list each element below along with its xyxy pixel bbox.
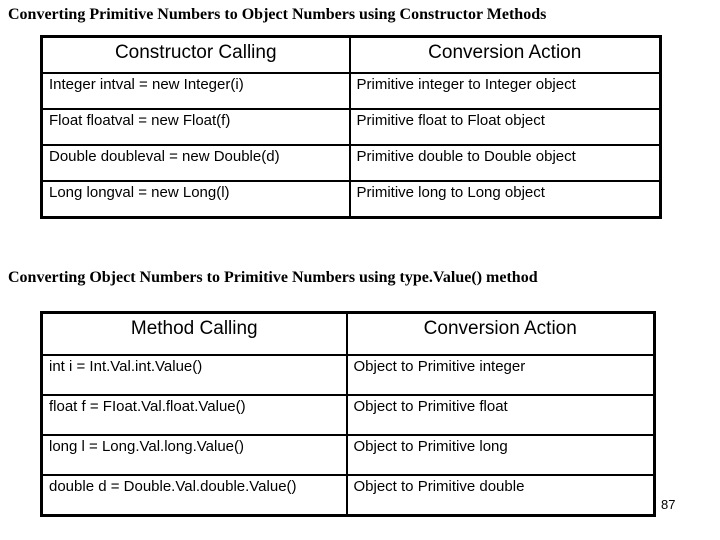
table-header-row bbox=[42, 37, 661, 74]
cell-call: float f = FIoat.Val.float.Value() bbox=[42, 395, 347, 435]
cell-call: Integer intval = new Integer(i) bbox=[42, 73, 350, 109]
table-row bbox=[42, 435, 655, 475]
cell-call: Double doubleval = new Double(d) bbox=[42, 145, 350, 181]
cell-call: Float floatval = new Float(f) bbox=[42, 109, 350, 145]
cell-action: Object to Primitive float bbox=[347, 395, 655, 435]
column-header-conversion-action: Conversion Action bbox=[350, 37, 661, 74]
section2-heading: Converting Object Numbers to Primitive Numbers using type.Value() method bbox=[8, 269, 538, 286]
column-header-method-calling: Method Calling bbox=[42, 313, 347, 356]
cell-call: int i = Int.Val.int.Value() bbox=[42, 355, 347, 395]
cell-call: double d = Double.Val.double.Value() bbox=[42, 475, 347, 516]
table-row bbox=[42, 181, 661, 218]
page-number: 87 bbox=[661, 497, 676, 512]
table-row bbox=[42, 355, 655, 395]
method-table bbox=[40, 311, 656, 517]
cell-action: Object to Primitive long bbox=[347, 435, 655, 475]
cell-action: Primitive long to Long object bbox=[350, 181, 661, 218]
cell-action: Primitive integer to Integer object bbox=[350, 73, 661, 109]
cell-action: Primitive float to Float object bbox=[350, 109, 661, 145]
table-row bbox=[42, 395, 655, 435]
cell-action: Object to Primitive integer bbox=[347, 355, 655, 395]
table-row bbox=[42, 73, 661, 109]
table-row bbox=[42, 109, 661, 145]
table-row bbox=[42, 475, 655, 516]
column-header-conversion-action: Conversion Action bbox=[347, 313, 655, 356]
column-header-constructor-calling: Constructor Calling bbox=[42, 37, 350, 74]
cell-action: Object to Primitive double bbox=[347, 475, 655, 516]
table-row bbox=[42, 145, 661, 181]
table-header-row bbox=[42, 313, 655, 356]
cell-action: Primitive double to Double object bbox=[350, 145, 661, 181]
cell-call: long l = Long.Val.long.Value() bbox=[42, 435, 347, 475]
cell-call: Long longval = new Long(l) bbox=[42, 181, 350, 218]
constructor-table bbox=[40, 35, 662, 219]
section1-heading: Converting Primitive Numbers to Object Numbers using Constructor Methods bbox=[8, 6, 547, 23]
